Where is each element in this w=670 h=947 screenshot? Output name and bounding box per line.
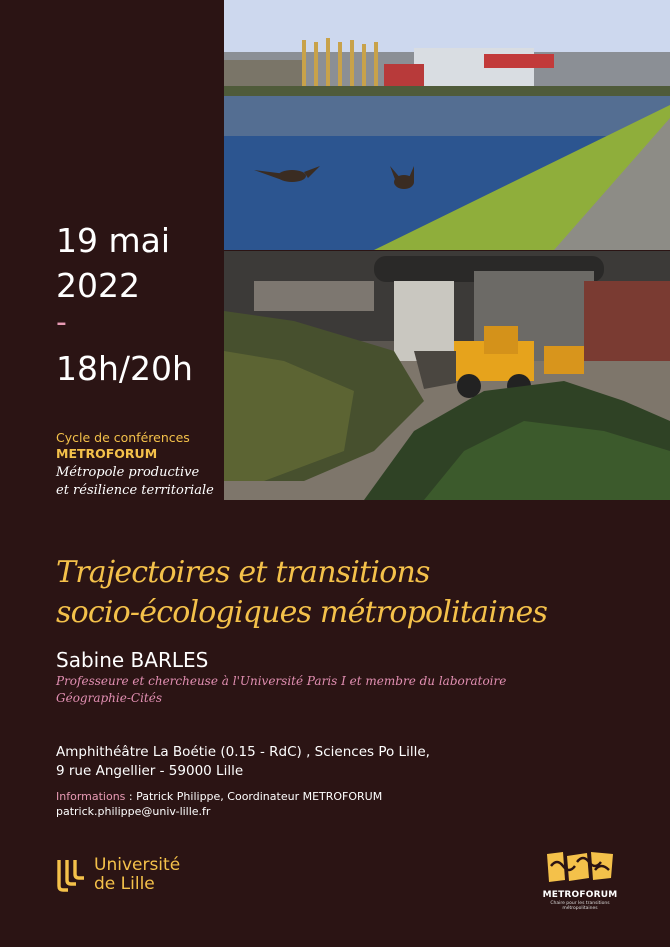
metroforum-tagline: Chaire pour les transitions métropolitaines: [550, 901, 610, 911]
cycle-info: [56, 430, 214, 500]
univ-line1: Université: [94, 855, 181, 875]
contact-info: [56, 789, 382, 819]
metroforum-name: METROFORUM: [542, 890, 618, 900]
info-label: Informations: [56, 790, 126, 803]
venue-line2: 9 rue Angellier - 59000 Lille: [56, 763, 244, 779]
role-line2: Géographie-Cités: [56, 691, 162, 705]
event-date: [56, 218, 193, 391]
metroforum-mark-icon: [543, 848, 617, 884]
univ-lille-mark-icon: [56, 858, 86, 892]
conference-title: [56, 553, 656, 633]
univ-lille-text: [94, 856, 180, 894]
composting-photo: [224, 251, 670, 500]
canal-illustration: [224, 0, 670, 250]
title-line1: Trajectoires et transitions: [56, 555, 430, 590]
cycle-name: METROFORUM: [56, 446, 158, 461]
venue-address: [56, 743, 430, 781]
canal-photo: [224, 0, 670, 250]
date-year: 2022: [56, 266, 140, 305]
cycle-theme-line1: Métropole productive: [56, 465, 200, 480]
univ-line2: de Lille: [94, 874, 155, 894]
info-text: : Patrick Philippe, Coordinateur METROFORUM: [125, 790, 383, 803]
universite-lille-logo: [56, 855, 180, 895]
metroforum-logo: [540, 848, 620, 911]
composting-illustration: [224, 251, 670, 500]
cycle-label: Cycle de conférences: [56, 430, 190, 445]
info-line: [56, 789, 382, 804]
speaker-role: [56, 673, 616, 707]
cycle-theme-line2: et résilience territoriale: [56, 483, 214, 498]
venue-line1: Amphithéâtre La Boétie (0.15 - RdC) , Sciences Po Lille,: [56, 744, 430, 760]
event-time: 18h/20h: [56, 349, 193, 388]
date-separator: -: [56, 305, 67, 340]
cycle-theme: [56, 464, 214, 500]
contact-email[interactable]: patrick.philippe@univ-lille.fr: [56, 805, 211, 818]
title-line2: socio-écologiques métropolitaines: [56, 595, 548, 630]
date-day: 19 mai: [56, 221, 171, 260]
role-line1: Professeure et chercheuse à l'Université Paris I et membre du laboratoire: [56, 674, 507, 688]
speaker-name: Sabine BARLES: [56, 648, 209, 672]
